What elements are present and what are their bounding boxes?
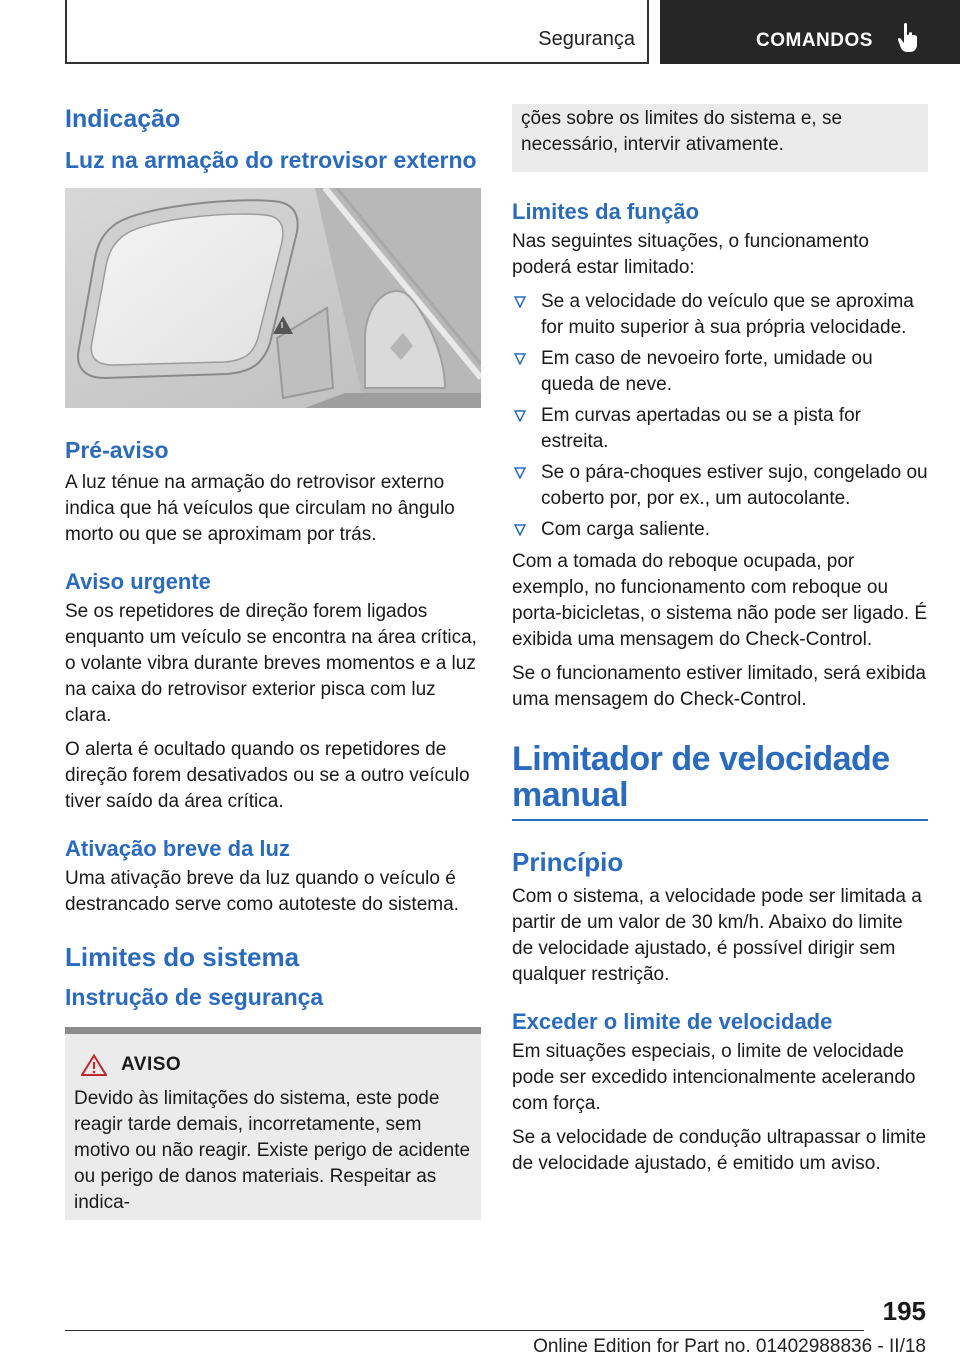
- list-item: Se a velocidade do veículo que se aproxima for muito superior à sua própria velocidade.: [512, 289, 928, 341]
- heading-exceder: Exceder o limite de velocidade: [512, 1009, 833, 1034]
- ativacao-text: Uma ativação breve da luz quando o veículo é destrancado serve como autoteste do sistema.: [65, 868, 459, 915]
- list-item: Se o pára-choques estiver sujo, congelado ou coberto por, por ex., um autocolante.: [512, 460, 928, 512]
- reboque-text: Com a tomada do reboque ocupada, por exemplo, no funcionamento com reboque ou porta-bicicletas, o sistema não pode ser ligado. É exibida uma mensagem do Check-Control.: [512, 551, 928, 650]
- header-section-label: Segurança: [538, 28, 635, 50]
- limitado-text: Se o funcionamento estiver limitado, será exibida uma mensagem do Check-Control.: [512, 663, 927, 710]
- warning-text: Devido às limitações do sistema, este pode reagir tarde demais, incorretamente, sem motivo ou não reagir. Existe perigo de acidente ou perigo de danos materiais. Respeitar as indica-: [74, 1088, 471, 1213]
- footer-divider: [65, 1330, 864, 1331]
- limites-list: [512, 289, 928, 543]
- triangle-bullet-icon: [514, 410, 526, 422]
- list-item: Com carga saliente.: [512, 517, 928, 543]
- header-chapter-label: COMANDOS: [756, 30, 873, 51]
- right-column: [512, 96, 928, 1185]
- preaviso-text: A luz ténue na armação do retrovisor externo indica que há veículos que circulam no ângulo morto ou que se aproximam por trás.: [65, 472, 455, 545]
- heading-limitador: Limitador de velocidade manual: [512, 741, 928, 821]
- heading-principio: Princípio: [512, 847, 624, 877]
- list-item: Em caso de nevoeiro forte, umidade ou queda de neve.: [512, 346, 928, 398]
- heading-aviso-urgente: Aviso urgente: [65, 569, 211, 594]
- heading-luz-armacao: Luz na armação do retrovisor externo: [65, 147, 477, 173]
- heading-ativacao: Ativação breve da luz: [65, 836, 290, 861]
- warning-continuation-box: [512, 104, 928, 172]
- warning-continuation-text: ções sobre os limites do sistema e, se necessário, intervir ativamente.: [521, 108, 843, 155]
- page-number: 195: [882, 1296, 926, 1326]
- principio-text: Com o sistema, a velocidade pode ser limitada a partir de um valor de 30 km/h. Abaixo do limite de velocidade ajustado, é possível dirigir sem qualquer restrição.: [512, 886, 922, 985]
- limites-funcao-intro: Nas seguintes situações, o funcionamento poderá estar limitado:: [512, 231, 869, 278]
- heading-instrucao: Instrução de segurança: [65, 984, 324, 1010]
- list-item: Em curvas apertadas ou se a pista for estreita.: [512, 403, 928, 455]
- heading-limites-sistema: Limites do sistema: [65, 942, 300, 972]
- exceder-text-1: Em situações especiais, o limite de velocidade pode ser excedido intencionalmente acelerando com força.: [512, 1041, 916, 1114]
- exceder-text-2: Se a velocidade de condução ultrapassar o limite de velocidade ajustado, é emitido um aviso.: [512, 1127, 927, 1174]
- left-column: [65, 96, 481, 1220]
- triangle-bullet-icon: [514, 296, 526, 308]
- footer-edition: Online Edition for Part no. 01402988836 - II/18: [533, 1336, 926, 1357]
- heading-limites-funcao: Limites da função: [512, 199, 700, 224]
- triangle-bullet-icon: [514, 467, 526, 479]
- warning-title: [74, 1054, 472, 1076]
- heading-preaviso: Pré-aviso: [65, 437, 169, 463]
- triangle-bullet-icon: [514, 353, 526, 365]
- pointing-hand-icon: [896, 22, 920, 54]
- warning-box: [65, 1027, 481, 1220]
- mirror-illustration: [65, 188, 481, 408]
- warning-label: AVISO: [121, 1054, 182, 1075]
- aviso-urgente-text-1: Se os repetidores de direção forem ligados enquanto um veículo se encontra na área crítica, o volante vibra durante breves momentos e a luz na caixa do retrovisor exterior pisca com luz clara.: [65, 601, 477, 726]
- triangle-bullet-icon: [514, 524, 526, 536]
- warning-triangle-icon: [81, 1054, 107, 1076]
- heading-indicacao: Indicação: [65, 105, 181, 133]
- aviso-urgente-text-2: O alerta é ocultado quando os repetidores de direção forem desativados ou se a outro veículo tiver saído da área crítica.: [65, 739, 470, 812]
- header-section-tab: [65, 0, 649, 64]
